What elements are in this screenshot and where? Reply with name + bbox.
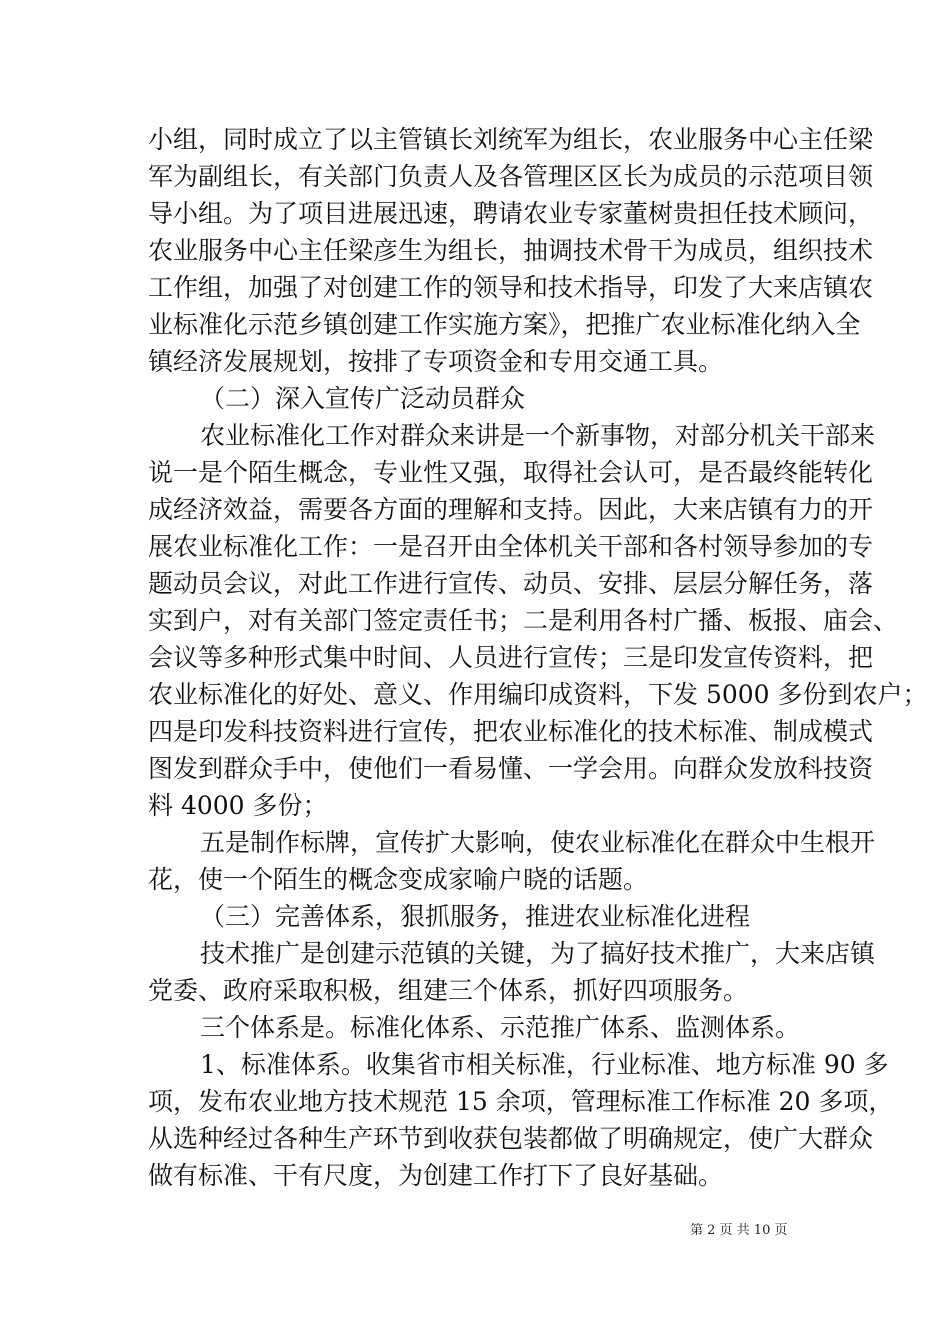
- text-line: 五是制作标牌，宣传扩大影响，使农业标准化在群众中生根开: [200, 828, 876, 857]
- text-line: 实到户，对有关部门签定责任书；二是利用各村广播、板报、庙会、: [148, 606, 899, 635]
- text-line: 农业服务中心主任梁彦生为组长，抽调技术骨干为成员，组织技术: [148, 236, 874, 265]
- text-line: 成经济效益，需要各方面的理解和支持。因此，大来店镇有力的开: [148, 495, 874, 524]
- text-line: 导小组。为了项目进展迅速，聘请农业专家董树贵担任技术顾问，: [148, 199, 874, 228]
- text-line: 做有标准、干有尺度，为创建工作打下了良好基础。: [148, 1161, 724, 1190]
- text-line: 军为副组长，有关部门负责人及各管理区区长为成员的示范项目领: [148, 162, 874, 191]
- text-line: 业标准化示范乡镇创建工作实施方案》，把推广农业标准化纳入全: [148, 310, 861, 339]
- text-line: 技术推广是创建示范镇的关键，为了搞好技术推广，大来店镇: [200, 939, 876, 968]
- text-line: 会议等多种形式集中时间、人员进行宣传；三是印发宣传资料，把: [148, 643, 874, 672]
- text-line: 农业标准化工作对群众来讲是一个新事物，对部分机关干部来: [200, 421, 876, 450]
- text-line: 四是印发科技资料进行宣传，把农业标准化的技术标准、制成模式: [148, 717, 874, 746]
- text-line: 料 4000 多份；: [148, 791, 328, 820]
- text-line: 工作组，加强了对创建工作的领导和技术指导，印发了大来店镇农: [148, 273, 874, 302]
- text-line: 说一是个陌生概念，专业性又强，取得社会认可，是否最终能转化: [148, 458, 874, 487]
- text-line: 图发到群众手中，使他们一看易懂、一学会用。向群众发放科技资: [148, 754, 874, 783]
- text-line: 1、标准体系。收集省市相关标准，行业标准、地方标准 90 多: [200, 1050, 889, 1079]
- text-line: 三个体系是。标准化体系、示范推广体系、监测体系。: [200, 1013, 801, 1042]
- text-line: 花，使一个陌生的概念变成家喻户晓的话题。: [148, 865, 649, 894]
- text-line: 展农业标准化工作：一是召开由全体机关干部和各村领导参加的专: [148, 532, 874, 561]
- text-line: 项，发布农业地方技术规范 15 余项，管理标准工作标准 20 多项，: [148, 1087, 894, 1116]
- text-line: （三）完善体系，狠抓服务，推进农业标准化进程: [200, 902, 751, 931]
- text-line: 党委、政府采取积极，组建三个体系，抓好四项服务。: [148, 976, 749, 1005]
- text-line: （二）深入宣传广泛动员群众: [200, 384, 526, 413]
- text-line: 镇经济发展规划，按排了专项资金和专用交通工具。: [148, 347, 724, 376]
- text-line: 题动员会议，对此工作进行宣传、动员、安排、层层分解任务，落: [148, 569, 874, 598]
- text-line: 农业标准化的好处、意义、作用编印成资料，下发 5000 多份到农户；: [148, 680, 928, 709]
- text-line: 从选种经过各种生产环节到收获包装都做了明确规定，使广大群众: [148, 1124, 874, 1153]
- page-number: 第 2 页 共 10 页: [690, 1223, 788, 1238]
- text-line: 小组，同时成立了以主管镇长刘统军为组长，农业服务中心主任梁: [148, 125, 874, 154]
